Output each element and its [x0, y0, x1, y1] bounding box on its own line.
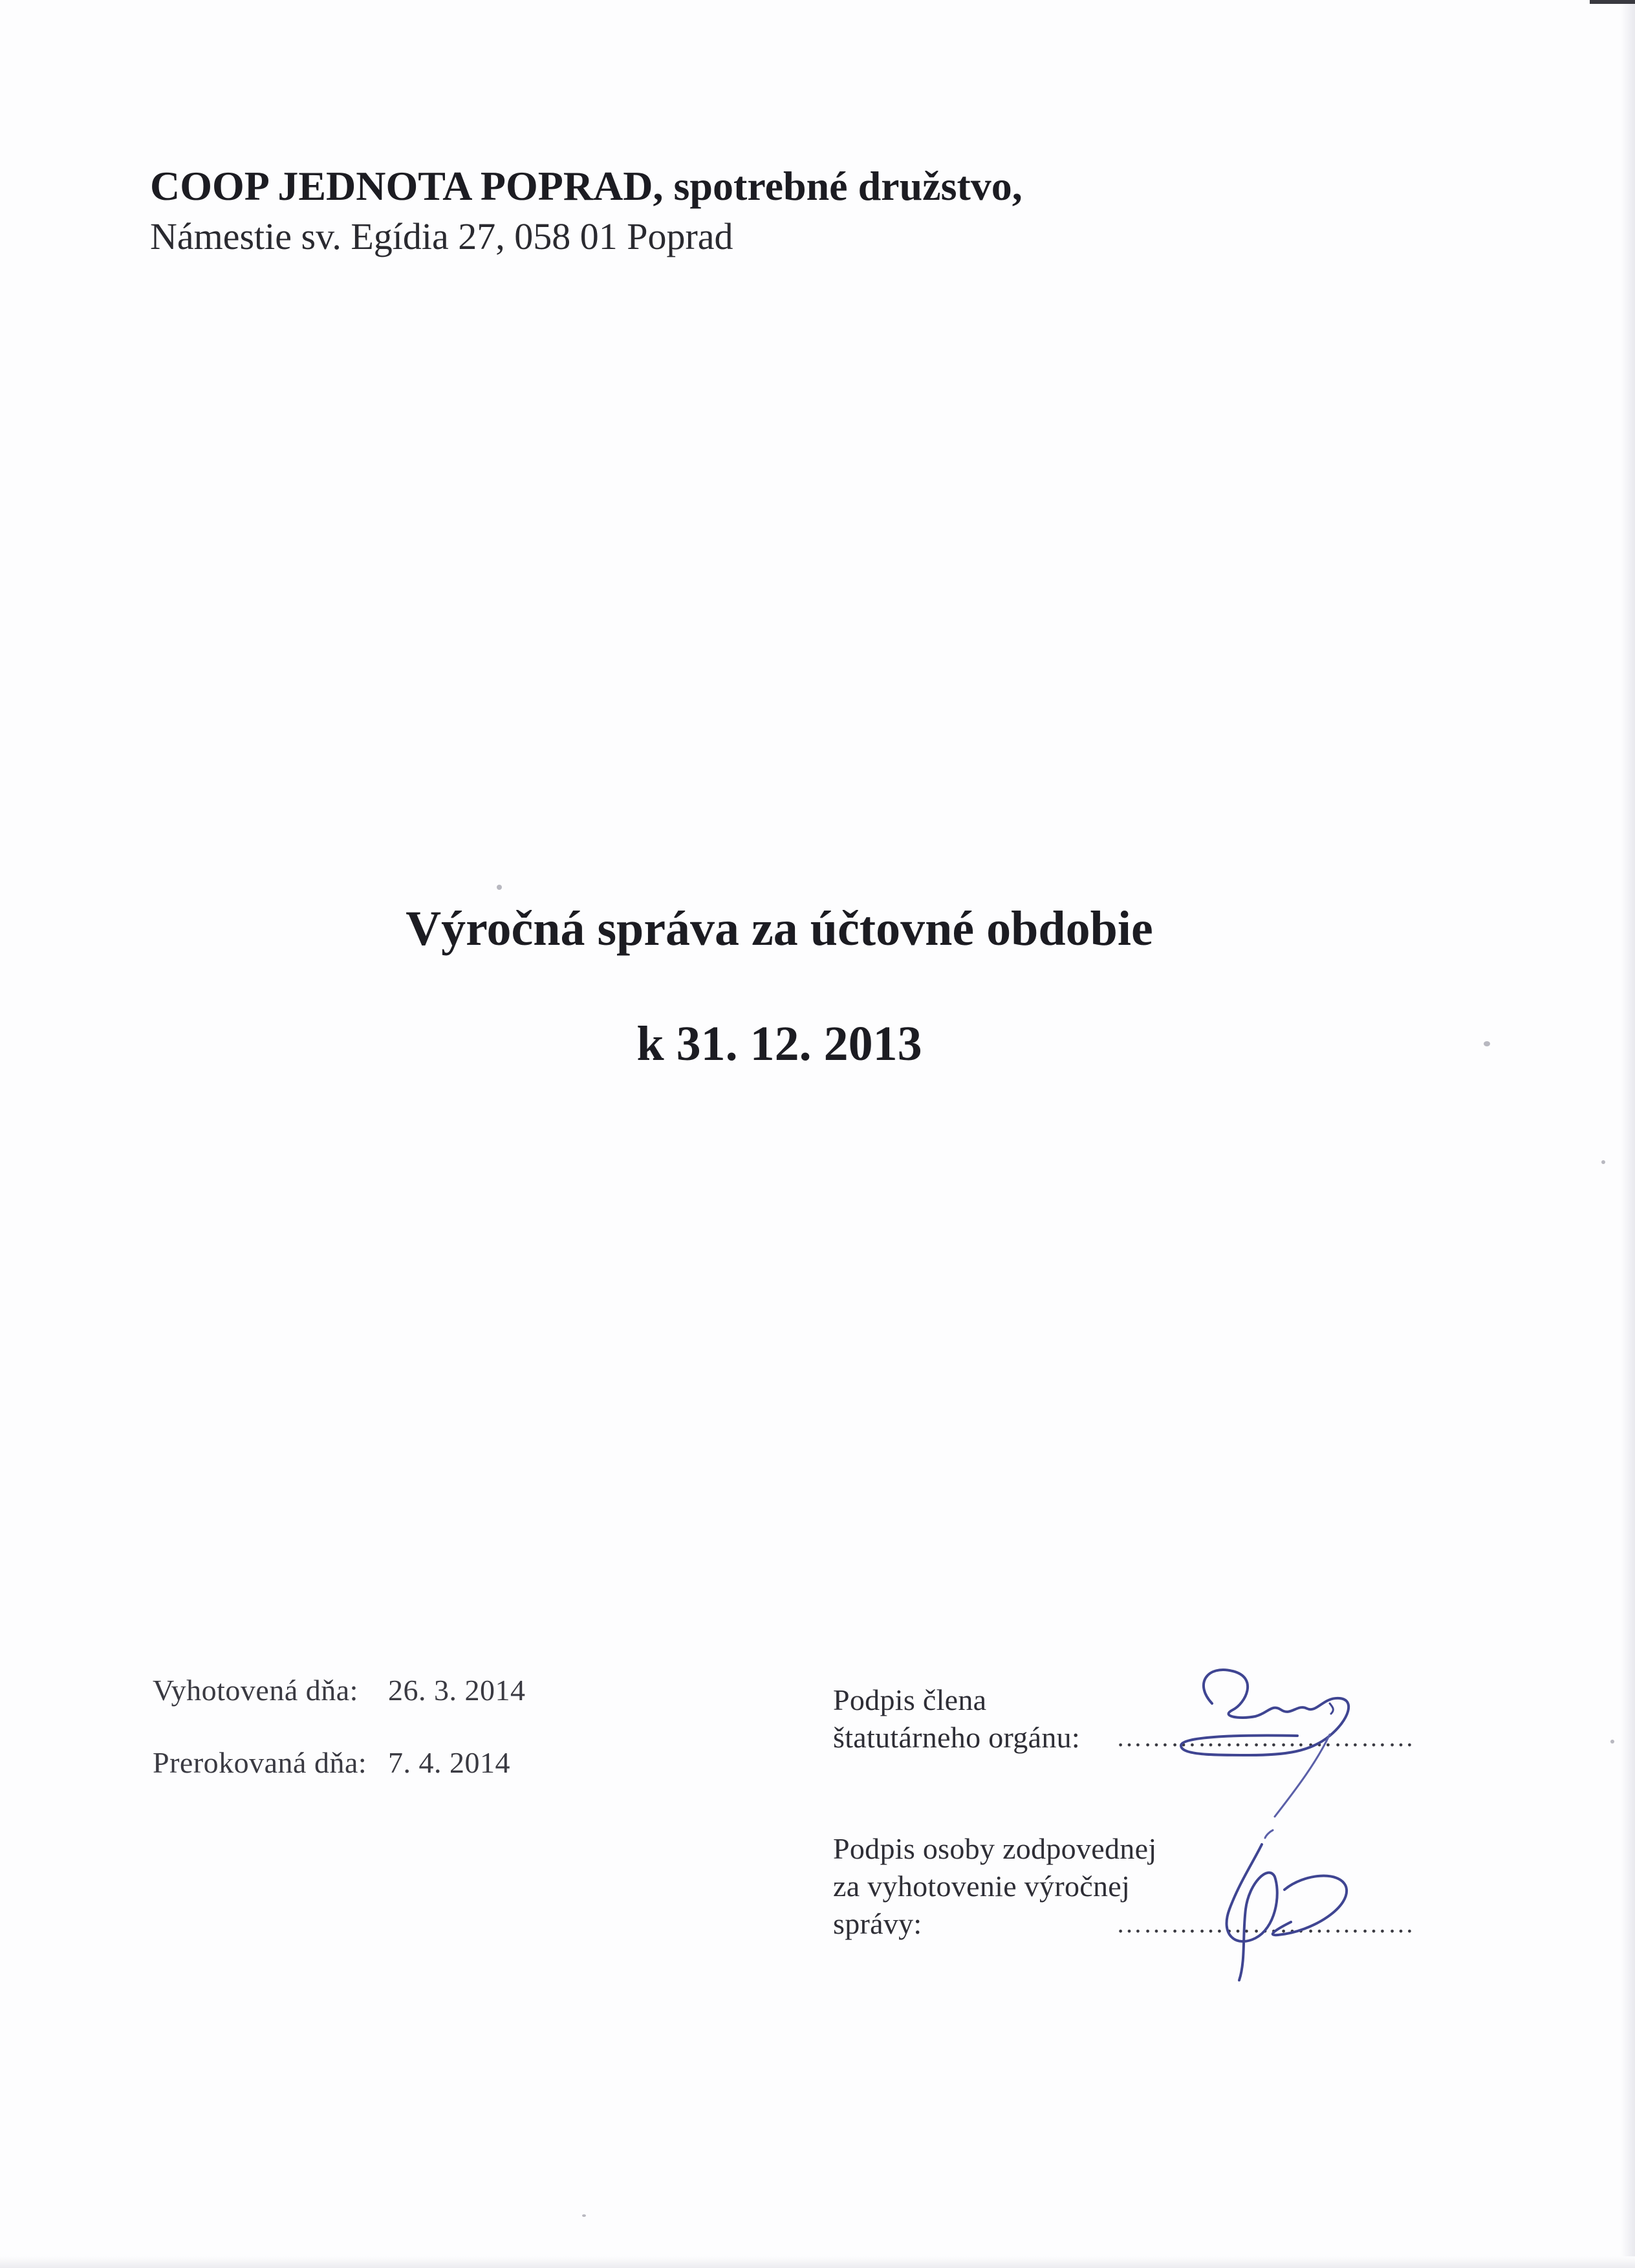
scan-speck — [1601, 1160, 1605, 1164]
discussed-date-value: 7. 4. 2014 — [388, 1746, 510, 1779]
document-period: k 31. 12. 2013 — [636, 1017, 922, 1071]
scan-edge-mark — [1590, 0, 1635, 4]
scan-speck — [497, 885, 502, 890]
dates-section — [153, 1671, 526, 1782]
responsible-signature-line2: za vyhotovenie výročnej — [833, 1870, 1131, 1903]
member-handwritten-signature — [1136, 1658, 1369, 1826]
organization-header — [150, 160, 1023, 261]
member-signature-line2: štatutárneho orgánu: — [833, 1721, 1080, 1754]
responsible-signature-label — [833, 1830, 1156, 1943]
document-title: Výročná správa za účtovné obdobie — [406, 902, 1153, 956]
organization-address: Námestie sv. Egídia 27, 058 01 Poprad — [150, 215, 733, 257]
scan-speck — [582, 2214, 586, 2217]
prepared-date-row — [153, 1671, 526, 1710]
responsible-signature-line3: správy: — [833, 1907, 922, 1940]
scan-speck — [1484, 1041, 1490, 1046]
discussed-date-row — [153, 1744, 526, 1782]
responsible-signature-line1: Podpis osoby zodpovednej — [833, 1832, 1157, 1865]
member-signature-dots: …………………………… — [1116, 1723, 1415, 1752]
organization-name-rest: spotrebné družstvo, — [663, 163, 1023, 209]
prepared-date-value: 26. 3. 2014 — [388, 1674, 526, 1707]
prepared-date-label: Vyhotovená dňa: — [153, 1674, 358, 1707]
responsible-signature-dots: …………………………… — [1116, 1909, 1415, 1938]
organization-name-bold: COOP JEDNOTA POPRAD, — [150, 163, 664, 209]
organization-name — [150, 160, 1023, 212]
scan-speck — [1610, 1740, 1614, 1744]
discussed-date-label: Prerokovaná dňa: — [153, 1746, 367, 1779]
responsible-handwritten-signature — [1200, 1825, 1369, 1993]
member-signature-label — [833, 1681, 1080, 1756]
scan-edge-bottom — [0, 2256, 1635, 2268]
scan-edge-right — [1621, 0, 1635, 2268]
member-signature-line1: Podpis člena — [833, 1683, 987, 1716]
